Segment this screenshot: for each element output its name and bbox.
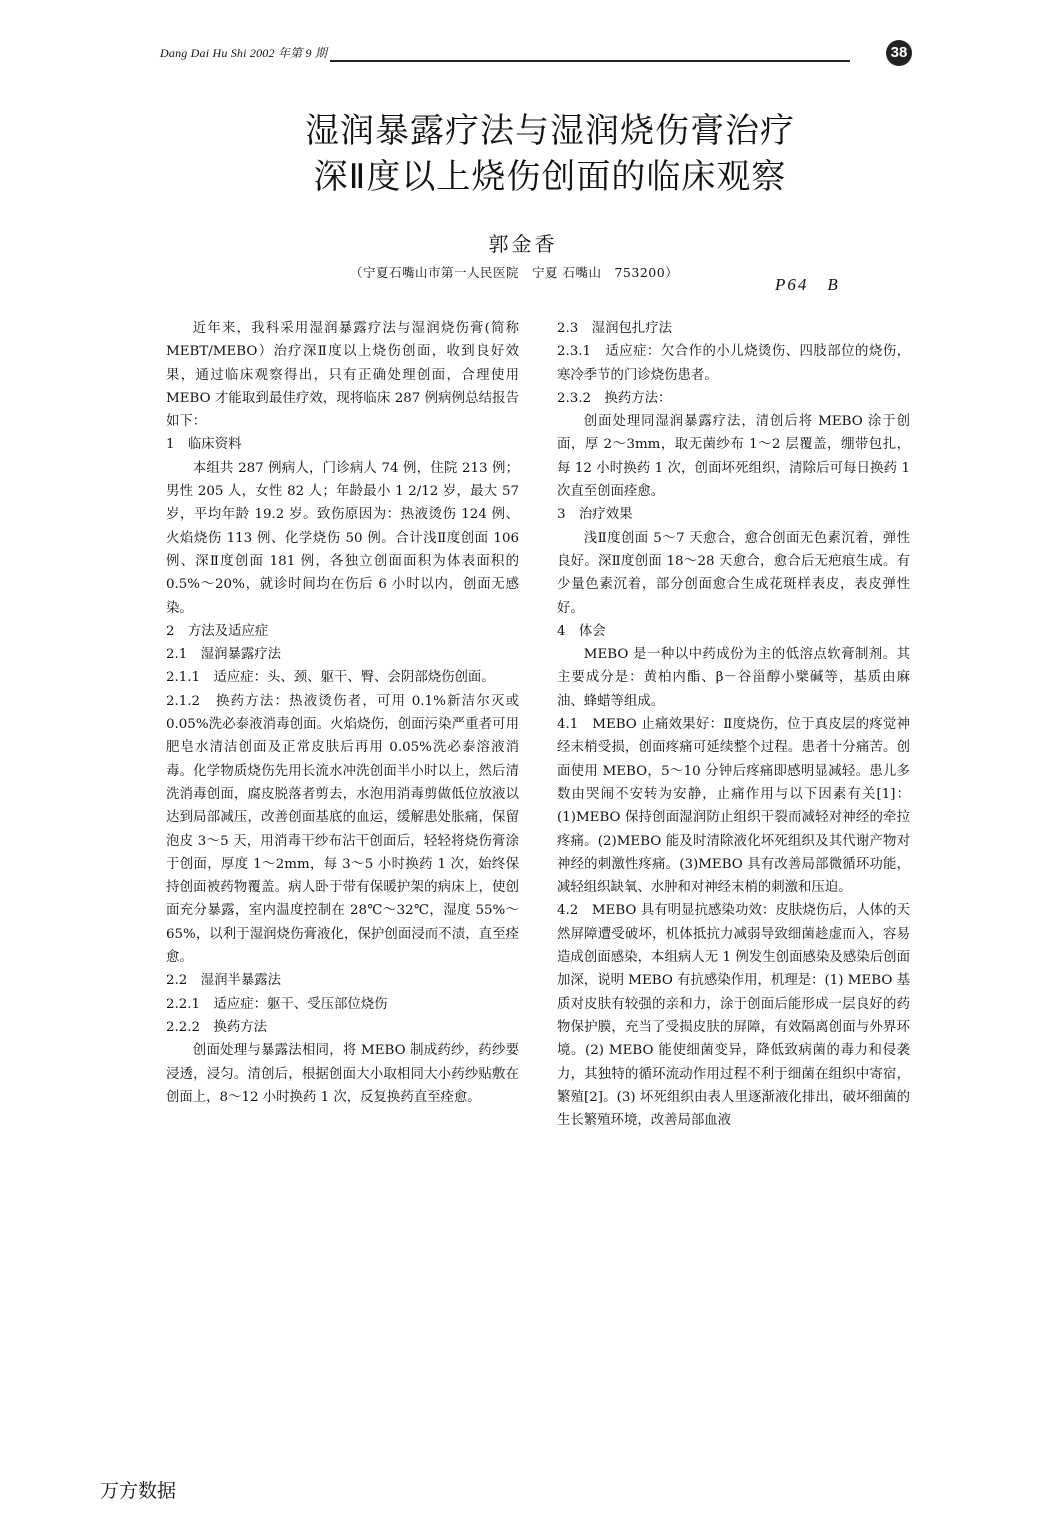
section-heading: 2 方法及适应症 <box>166 623 269 639</box>
section-heading: 2.1.2 换药方法：热液烫伤者，可用 0.1%新洁尔灭或 0.05%洗必泰液消毒创面。火焰烧伤，创面污染严重者可用肥皂水清洁创面及正常皮肤后再用 0.05%洗必泰溶液消毒。化学物质烧伤先用长流水冲洗创面半小时以上，然后清洗消毒创面，腐皮脱落者剪去，水泡用消毒剪做低位放液以达到局部减压，改善创面基底的血运，缓解患处胀痛，保留泡皮 3～5 天，用消毒干纱布沾干创面后，轻轻将烧伤膏涂于创面，厚度 1～2mm，每 3～5 小时换药 1 次，始终保持创面被药物覆盖。病人卧于带有保暖护架的病床上，使创面充分暴露，室内温度控制在 28℃～32℃，湿度 55%～65%，以利于湿润烧伤膏液化，保护创面浸而不渍，直至痊愈。 <box>166 693 519 966</box>
title-line-1: 湿润暴露疗法与湿润烧伤膏治疗 <box>305 111 795 151</box>
section-heading: 4.1 MEBO 止痛效果好：Ⅱ度烧伤，位于真皮层的疼觉神经末梢受损，创面疼痛可延续整个过程。患者十分痛苦。创面使用 MEBO，5～10 分钟后疼痛即感明显减轻。患儿多数由哭闹不安转为安静，止痛作用与以下因素有关[1]：(1)MEBO 保持创面湿润防止组织干裂而减轻对神经的牵拉疼痛。(2)MEBO 能及时清除液化坏死组织及其代谢产物对神经的刺激性疼痛。(3)MEBO 具有改善局部微循环功能，减轻组织缺氧、水肿和对神经末梢的刺激和压迫。 <box>557 717 910 896</box>
author-name: 郭金香 <box>488 232 558 256</box>
article-title <box>200 108 900 200</box>
section-heading: 2.3.1 适应症：欠合作的小儿烧烫伤、四肢部位的烧伤，寒冷季节的门诊烧伤患者。 <box>557 344 910 383</box>
body-paragraph: MEBO 是一种以中药成份为主的低溶点软膏制剂。其主要成分是：黄柏内酯、β－谷甾醇小檗碱等，基质由麻油、蜂蜡等组成。 <box>557 647 910 709</box>
header-rule <box>330 60 850 62</box>
body-paragraph: 浅Ⅱ度创面 5～7 天愈合，愈合创面无色素沉着，弹性良好。深Ⅱ度创面 18～28 天愈合，愈合后无疤痕生成。有少量色素沉着，部分创面愈合生成花斑样表皮，表皮弹性好。 <box>557 530 910 616</box>
section-heading: 1 临床资料 <box>166 437 242 453</box>
section-heading: 2.2.2 换药方法 <box>166 1019 268 1035</box>
body-paragraph: 本组共 287 例病人，门诊病人 74 例，住院 213 例；男性 205 人，女性 82 人；年龄最小 1 2/12 岁，最大 57 岁，平均年龄 19.2 岁。致伤原因为：热液烫伤 124 例、火焰烧伤 113 例、化学烧伤 50 例。合计浅Ⅱ度创面 106 例、深Ⅱ度创面 181 例，各独立创面面积为体表面积的 0.5%～20%，就诊时间均在伤后 6 小时以内，创面无感染。 <box>166 460 519 616</box>
right-text-column <box>557 317 910 1132</box>
section-heading: 2.2.1 适应症：躯干、受压部位烧伤 <box>166 996 388 1012</box>
page-number-badge: 38 <box>886 40 912 66</box>
body-paragraph: 近年来，我科采用湿润暴露疗法与湿润烧伤膏(简称 MEBT/MEBO）治疗深Ⅱ度以上烧伤创面，收到良好效果，通过临床观察得出，只有正确处理创面，合理使用 MEBO 才能取到最佳疗效，现将临床 287 例病例总结报告如下： <box>166 321 519 430</box>
author-affiliation: （宁夏石嘴山市第一人民医院 宁夏 石嘴山 753200） <box>350 265 679 280</box>
journal-header: Dang Dai Hu Shi 2002 年第 9 期 <box>160 46 328 60</box>
section-heading: 4 体会 <box>557 623 606 639</box>
section-heading: 2.1 湿润暴露疗法 <box>166 647 282 663</box>
body-paragraph: 创面处理同湿润暴露疗法，清创后将 MEBO 涂于创面，厚 2～3mm，取无菌纱布 1～2 层覆盖，绷带包扎，每 12 小时换药 1 次，创面坏死组织，清除后可每日换药 1 次直至创面痊愈。 <box>557 414 910 500</box>
wanfang-watermark: 万方数据 <box>100 1480 177 1502</box>
handwritten-classification-code: P64 B <box>775 275 840 294</box>
section-heading: 3 治疗效果 <box>557 507 633 523</box>
section-heading: 4.2 MEBO 具有明显抗感染功效：皮肤烧伤后，人体的天然屏障遭受破坏，机体抵抗力减弱导致细菌趁虚而入，容易造成创面感染，本组病人无 1 例发生创面感染及感染后创面加深，说明 MEBO 有抗感染作用，机理是：(1) MEBO 基质对皮肤有较强的亲和力，涂于创面后能形成一层良好的药物保护膜，充当了受损皮肤的屏障，有效隔离创面与外界环境。(2) MEBO 能使细菌变异，降低致病菌的毒力和侵袭力，其独特的循环流动作用过程不利于细菌在组织中寄宿，繁殖[2]。(3) 坏死组织由表人里逐渐液化排出，破坏细菌的生长繁殖环境，改善局部血液 <box>557 903 910 1129</box>
section-heading: 2.1.1 适应症：头、颈、躯干、臀、会阴部烧伤创面。 <box>166 670 495 686</box>
section-heading: 2.3 湿润包扎疗法 <box>557 321 673 336</box>
left-text-column <box>166 317 519 1109</box>
body-paragraph: 创面处理与暴露法相同，将 MEBO 制成药纱，药纱要浸透，浸匀。清创后，根据创面大小取相同大小药纱贴敷在创面上，8～12 小时换药 1 次，反复换药直至痊愈。 <box>166 1043 519 1105</box>
section-heading: 2.2 湿润半暴露法 <box>166 973 282 989</box>
section-heading: 2.3.2 换药方法： <box>557 390 672 406</box>
title-line-2: 深Ⅱ度以上烧伤创面的临床观察 <box>313 157 787 197</box>
